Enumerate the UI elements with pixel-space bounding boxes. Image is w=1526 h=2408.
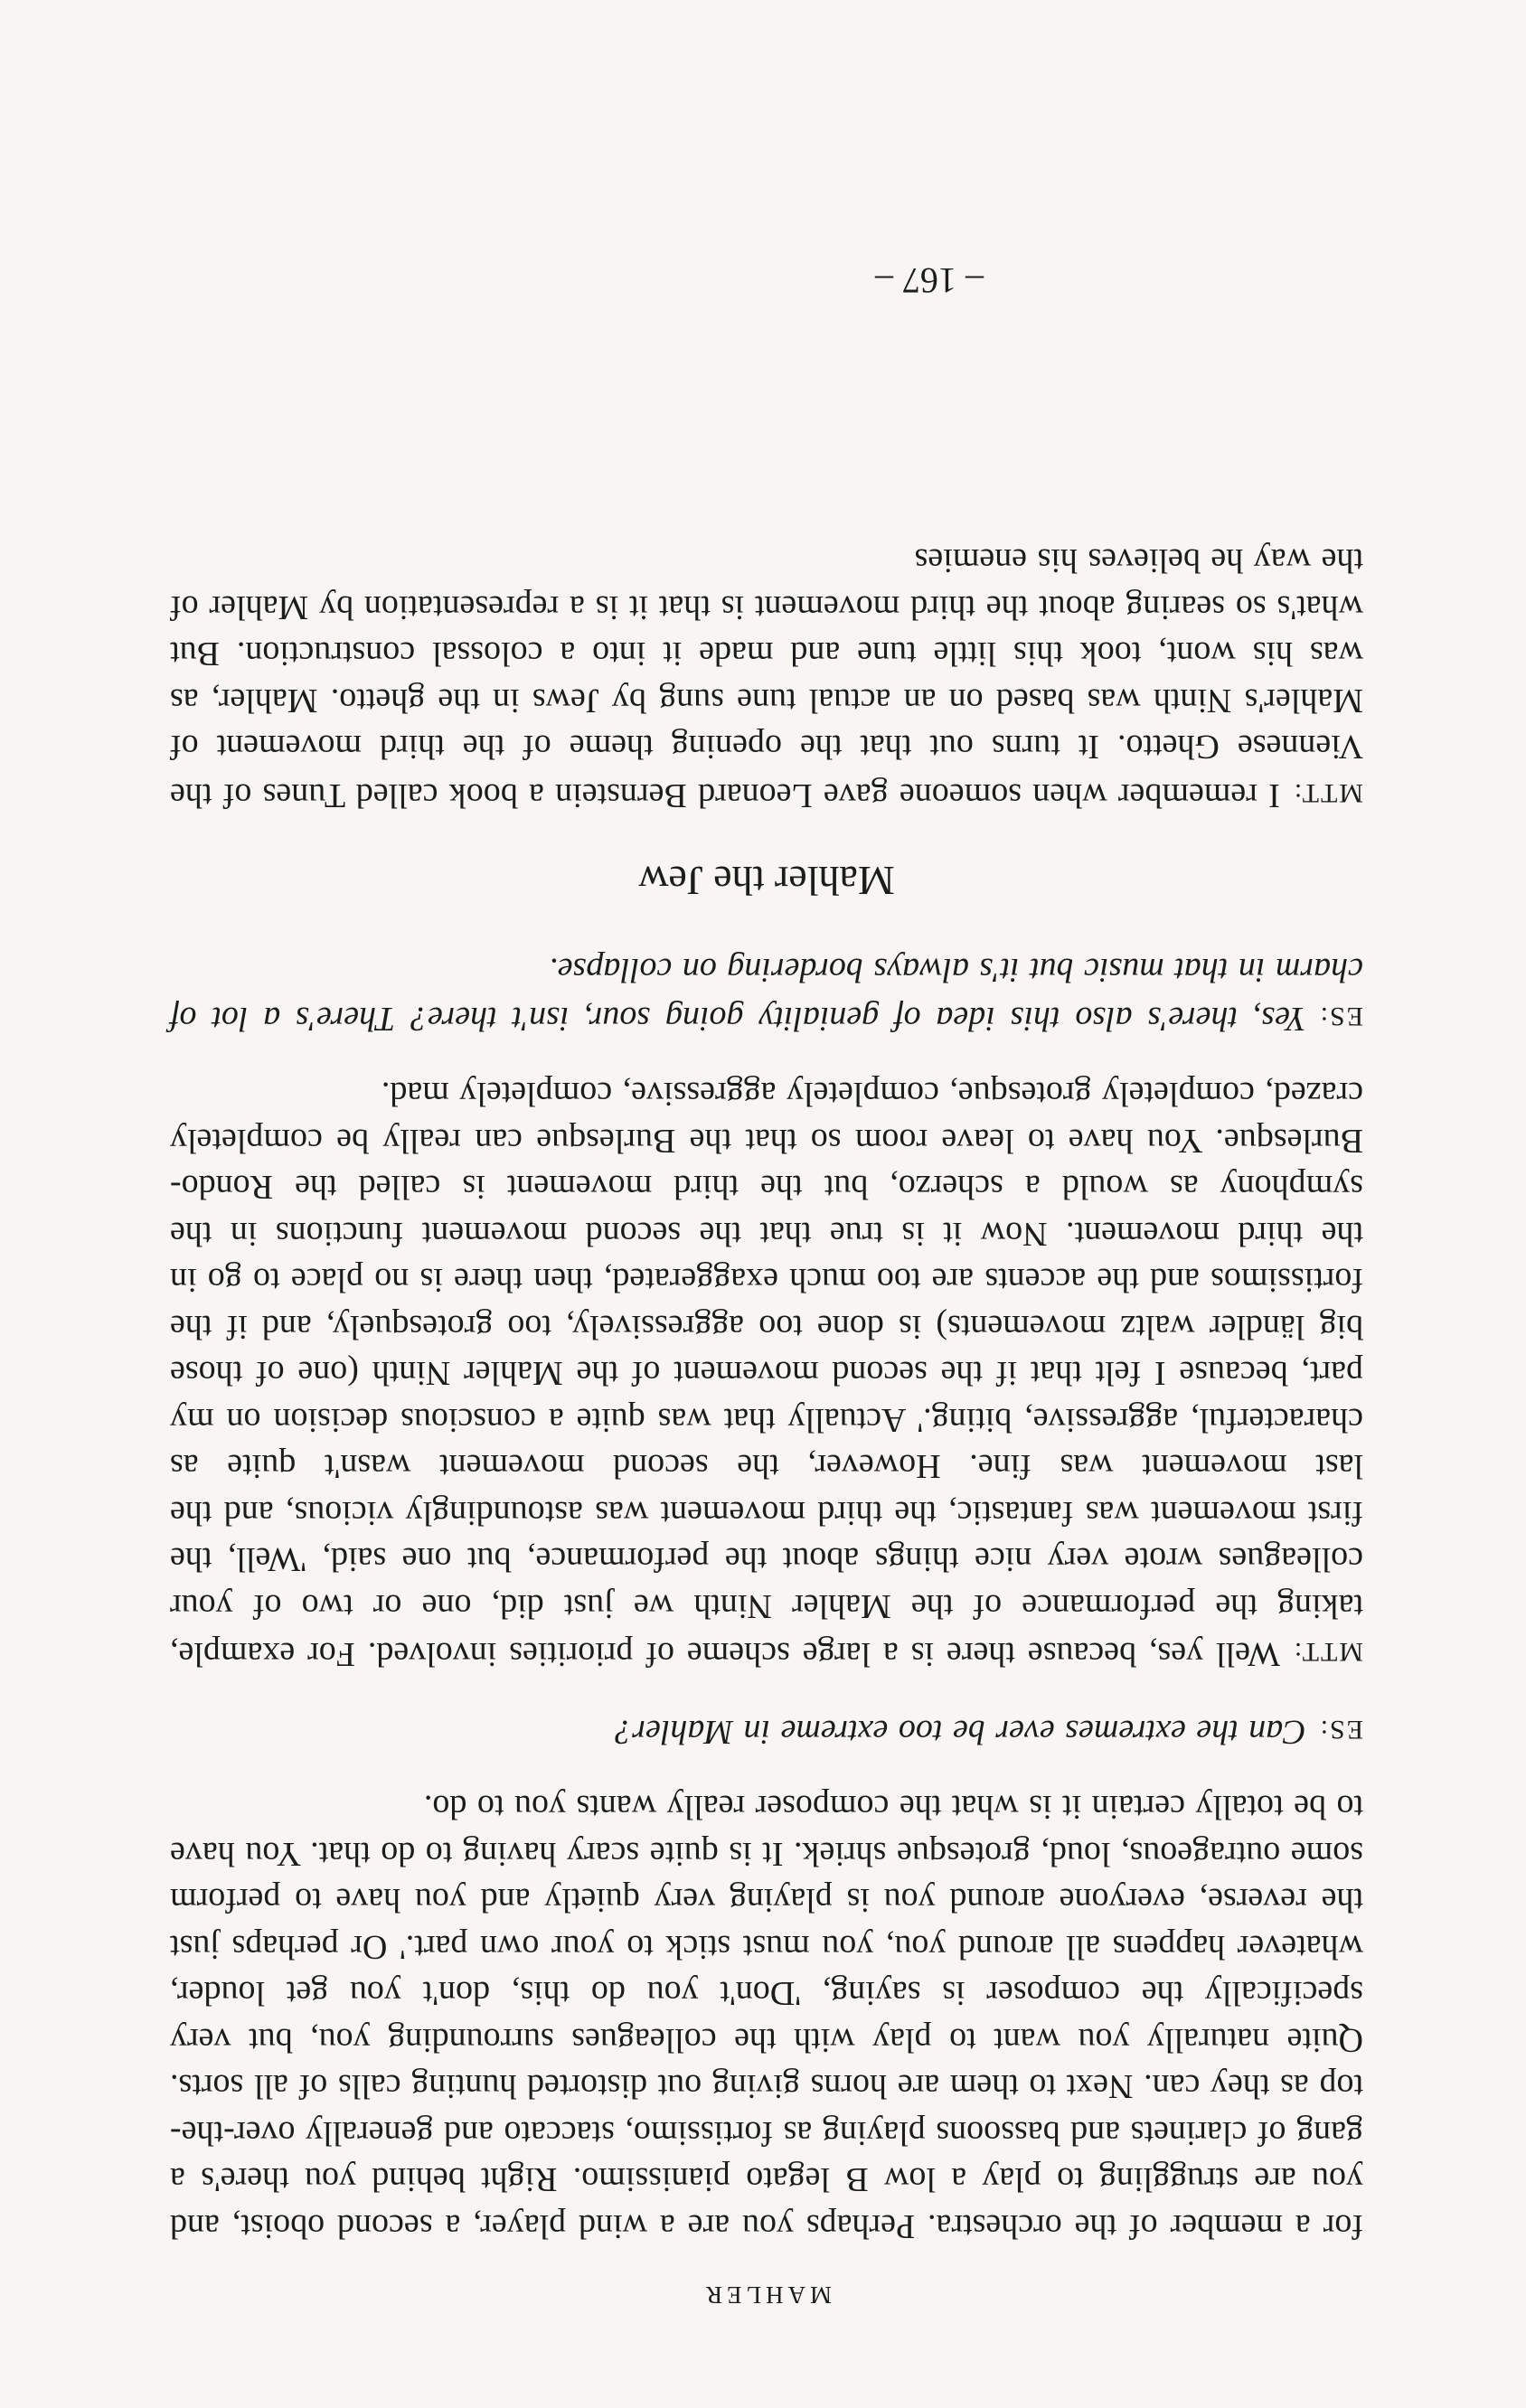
question-text: Can the extremes ever be too extreme in Mahler? [615, 1713, 1306, 1751]
speaker-label: ES: [1318, 1715, 1363, 1745]
paragraph-text: for a member of the orchestra. Perhaps you are a wind player, a second oboist, and you are struggling to play a low B legato pianissimo. Right behind you there's a gang of clarinets and bassoons playing as fortissimo, staccato and generally over-the-top as they can. Next to them are horns giving out distorted hunting calls of all sorts. Quite naturally you want to play with the colleagues surrounding you, but very specifically the composer is saying, 'Don't you do this, don't you get louder, whatever happens all around you, you must stick to your own part.' Or perhaps just the reverse, everyone around you is playing very quietly and you have to perform some outrageous, loud, grotesque shriek. It is quite scary having to do that. You have to be totally certain it is what the composer really wants you to do. [170, 1788, 1363, 2245]
speaker-label: MTT: [1292, 778, 1363, 808]
question-text: Yes, there's also this idea of geniality going sour, isn't there? There's a lot of charm in that music but it's always bordering on collapse. [170, 951, 1363, 1038]
text-block [170, 537, 1363, 2309]
answer-text: I remember when someone gave Leonard Bernstein a book called Tunes of the Viennese Ghetto. It turns out that the opening theme of the third movement of Mahler's Ninth was based on an actual tune sung by Jews in the ghetto. Mahler, as was his wont, took this little tune and made it into a colossal construction. But what's so searing about the third movement is that it is a representation by Mahler of the way he believes his enemies [170, 541, 1363, 814]
answer-mtt-ninth [170, 1070, 1363, 1678]
question-es-extremes [170, 1707, 1363, 1755]
answer-mtt-bernstein [170, 537, 1363, 818]
section-heading: Mahler the Jew [638, 858, 895, 904]
question-es-geniality [170, 946, 1363, 1041]
page-number: – 167 – [875, 260, 984, 301]
speaker-label: MTT: [1292, 1637, 1363, 1668]
running-header: MAHLER [702, 2281, 832, 2309]
speaker-label: ES: [1318, 1002, 1363, 1031]
answer-text: Well yes, because there is a large scheme of priorities involved. For example, taking the performance of the Mahler Ninth we just did, one or two of your colleagues wrote very nice things about the performance, but one said, 'Well, the first movement was fantastic, the third movement was astoundingly vicious, and the last movement was fine. However, the second movement wasn't quite as characterful, aggressive, biting.' Actually that was quite a conscious decision on my part, because I felt that if the second movement of the Mahler Ninth (one of those big ländler waltz movements) is done too aggressively, too grotesquely, and if the fortissimos and the accents are too much exaggerated, then there is no place to go in the third movement. Now it is true that the second movement functions in the symphony as would a scherzo, but the third movement is called the Rondo-Burlesque. You have to leave room so that the Burlesque can really be completely crazed, completely grotesque, completely aggressive, completely mad. [170, 1075, 1363, 1674]
paragraph-continuation [170, 1783, 1363, 2249]
